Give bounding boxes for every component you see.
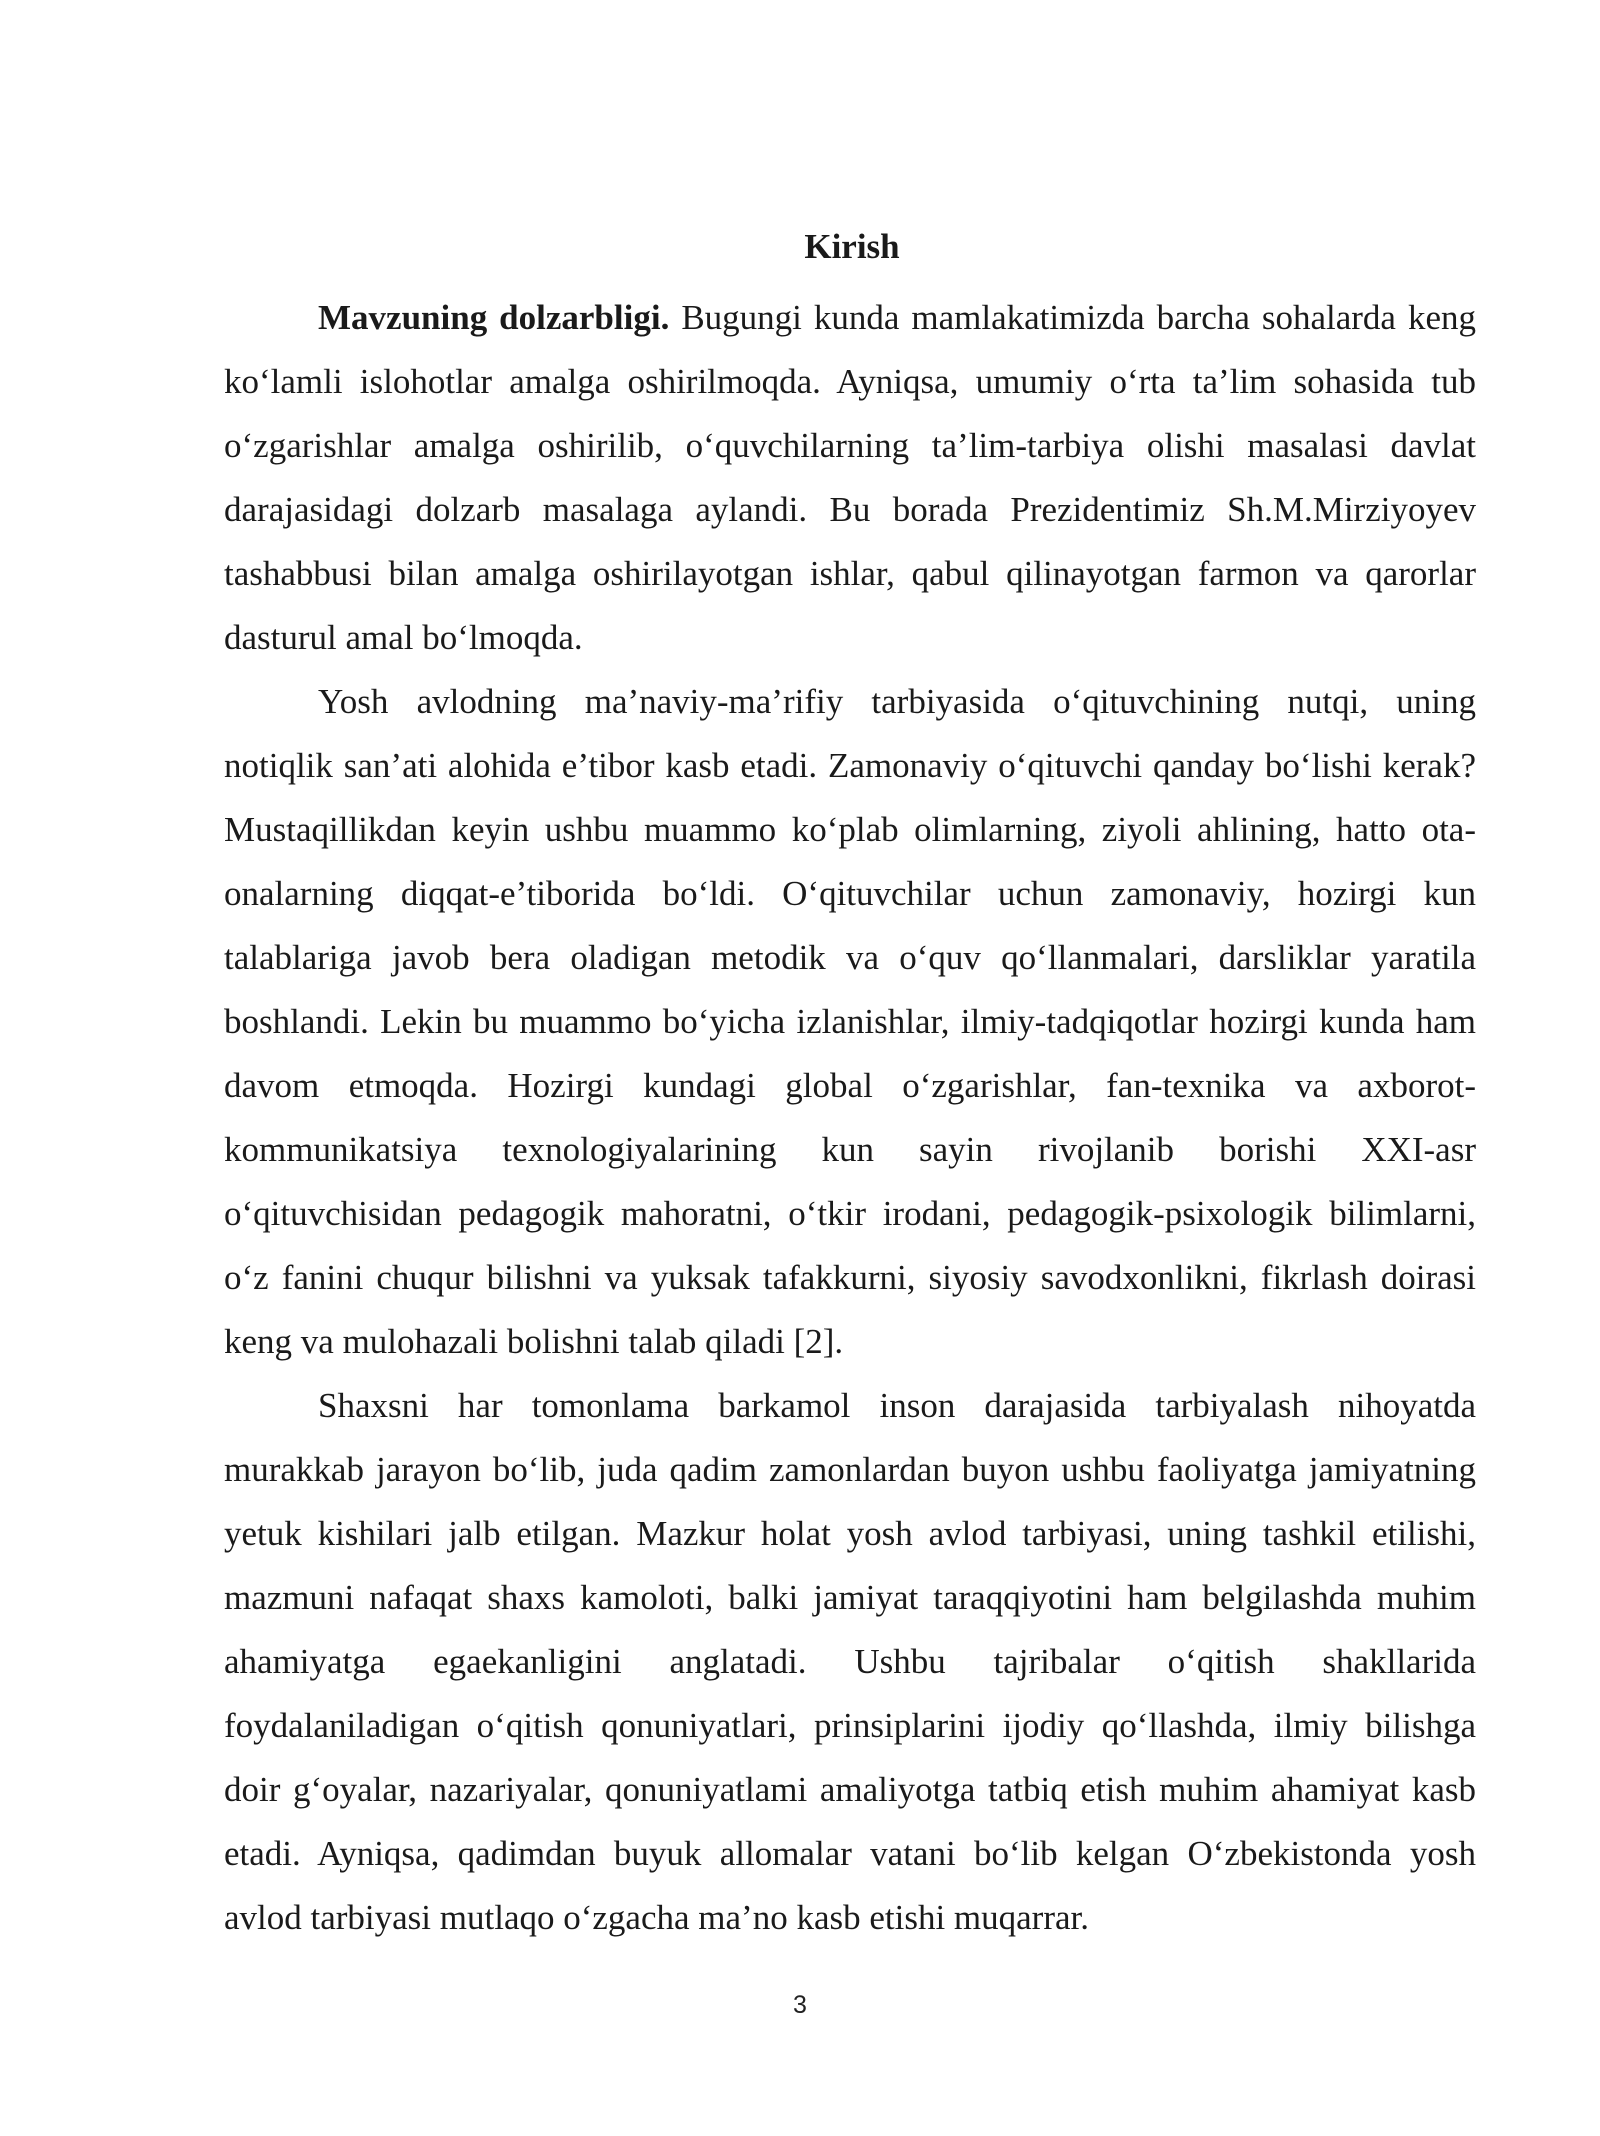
paragraph-relevance — [224, 286, 1476, 670]
paragraph-lead-heading: Mavzuning dolzarbligi. — [318, 298, 670, 337]
paragraph-text: Bugungi kunda mamlakatimizda barcha sohalarda keng ko‘lamli islohotlar amalga oshirilmoqda. Ayniqsa, umumiy o‘rta ta’lim sohasida tub o‘zgarishlar amalga oshirilib, o‘quvchilarning ta’lim-tarbiya olishi masalasi davlat darajasidagi dolzarb masalaga aylandi. Bu borada Prezidentimiz Sh.M.Mirziyoyev tashabbusi bilan amalga oshirilayotgan ishlar, qabul qilinayotgan farmon va qarorlar dasturul amal bo‘lmoqda. — [224, 298, 1476, 657]
paragraph-upbringing — [224, 1374, 1476, 1950]
page-number: 3 — [793, 1991, 807, 2019]
page-content — [224, 222, 1476, 1950]
paragraph-text: Shaxsni har tomonlama barkamol inson darajasida tarbiyalash nihoyatda murakkab jarayon bo‘lib, juda qadim zamonlardan buyon ushbu faoliyatga jamiyatning yetuk kishilari jalb etilgan. Mazkur holat yosh avlod tarbiyasi, uning tashkil etilishi, mazmuni nafaqat shaxs kamoloti, balki jamiyat taraqqiyotini ham belgilashda muhim ahamiyatga egaekanligini anglatadi. Ushbu tajribalar o‘qitish shakllarida foydalaniladigan o‘qitish qonuniyatlari, prinsiplarini ijodiy qo‘llashda, ilmiy bilishga doir g‘oyalar, nazariyalar, qonuniyatlami amaliyotga tatbiq etish muhim ahamiyat kasb etadi. Ayniqsa, qadimdan buyuk allomalar vatani bo‘lib kelgan O‘zbekistonda yosh avlod tarbiyasi mutlaqo o‘zgacha ma’no kasb etishi muqarrar. — [224, 1386, 1476, 1937]
section-title: Kirish — [804, 227, 900, 266]
paragraph-teacher-speech — [224, 670, 1476, 1374]
paragraph-text: Yosh avlodning ma’naviy-ma’rifiy tarbiyasida o‘qituvchining nutqi, uning notiqlik san’ati alohida e’tibor kasb etadi. Zamonaviy o‘qituvchi qanday bo‘lishi kerak? Mustaqillikdan keyin ushbu muammo ko‘plab olimlarning, ziyoli ahlining, hatto ota-onalarning diqqat-e’tiborida bo‘ldi. O‘qituvchilar uchun zamonaviy, hozirgi kun talablariga javob bera oladigan metodik va o‘quv qo‘llanmalari, darsliklar yaratila boshlandi. Lekin bu muammo bo‘yicha izlanishlar, ilmiy-tadqiqotlar hozirgi kunda ham davom etmoqda. Hozirgi kundagi global o‘zgarishlar, fan-texnika va axborot-kommunikatsiya texnologiyalarining kun sayin rivojlanib borishi XXI-asr o‘qituvchisidan pedagogik mahoratni, o‘tkir irodani, pedagogik-psixologik bilimlarni, o‘z fanini chuqur bilishni va yuksak tafakkurni, siyosiy savodxonlikni, fikrlash doirasi keng va mulohazali bolishni talab qiladi [2]. — [224, 682, 1476, 1361]
